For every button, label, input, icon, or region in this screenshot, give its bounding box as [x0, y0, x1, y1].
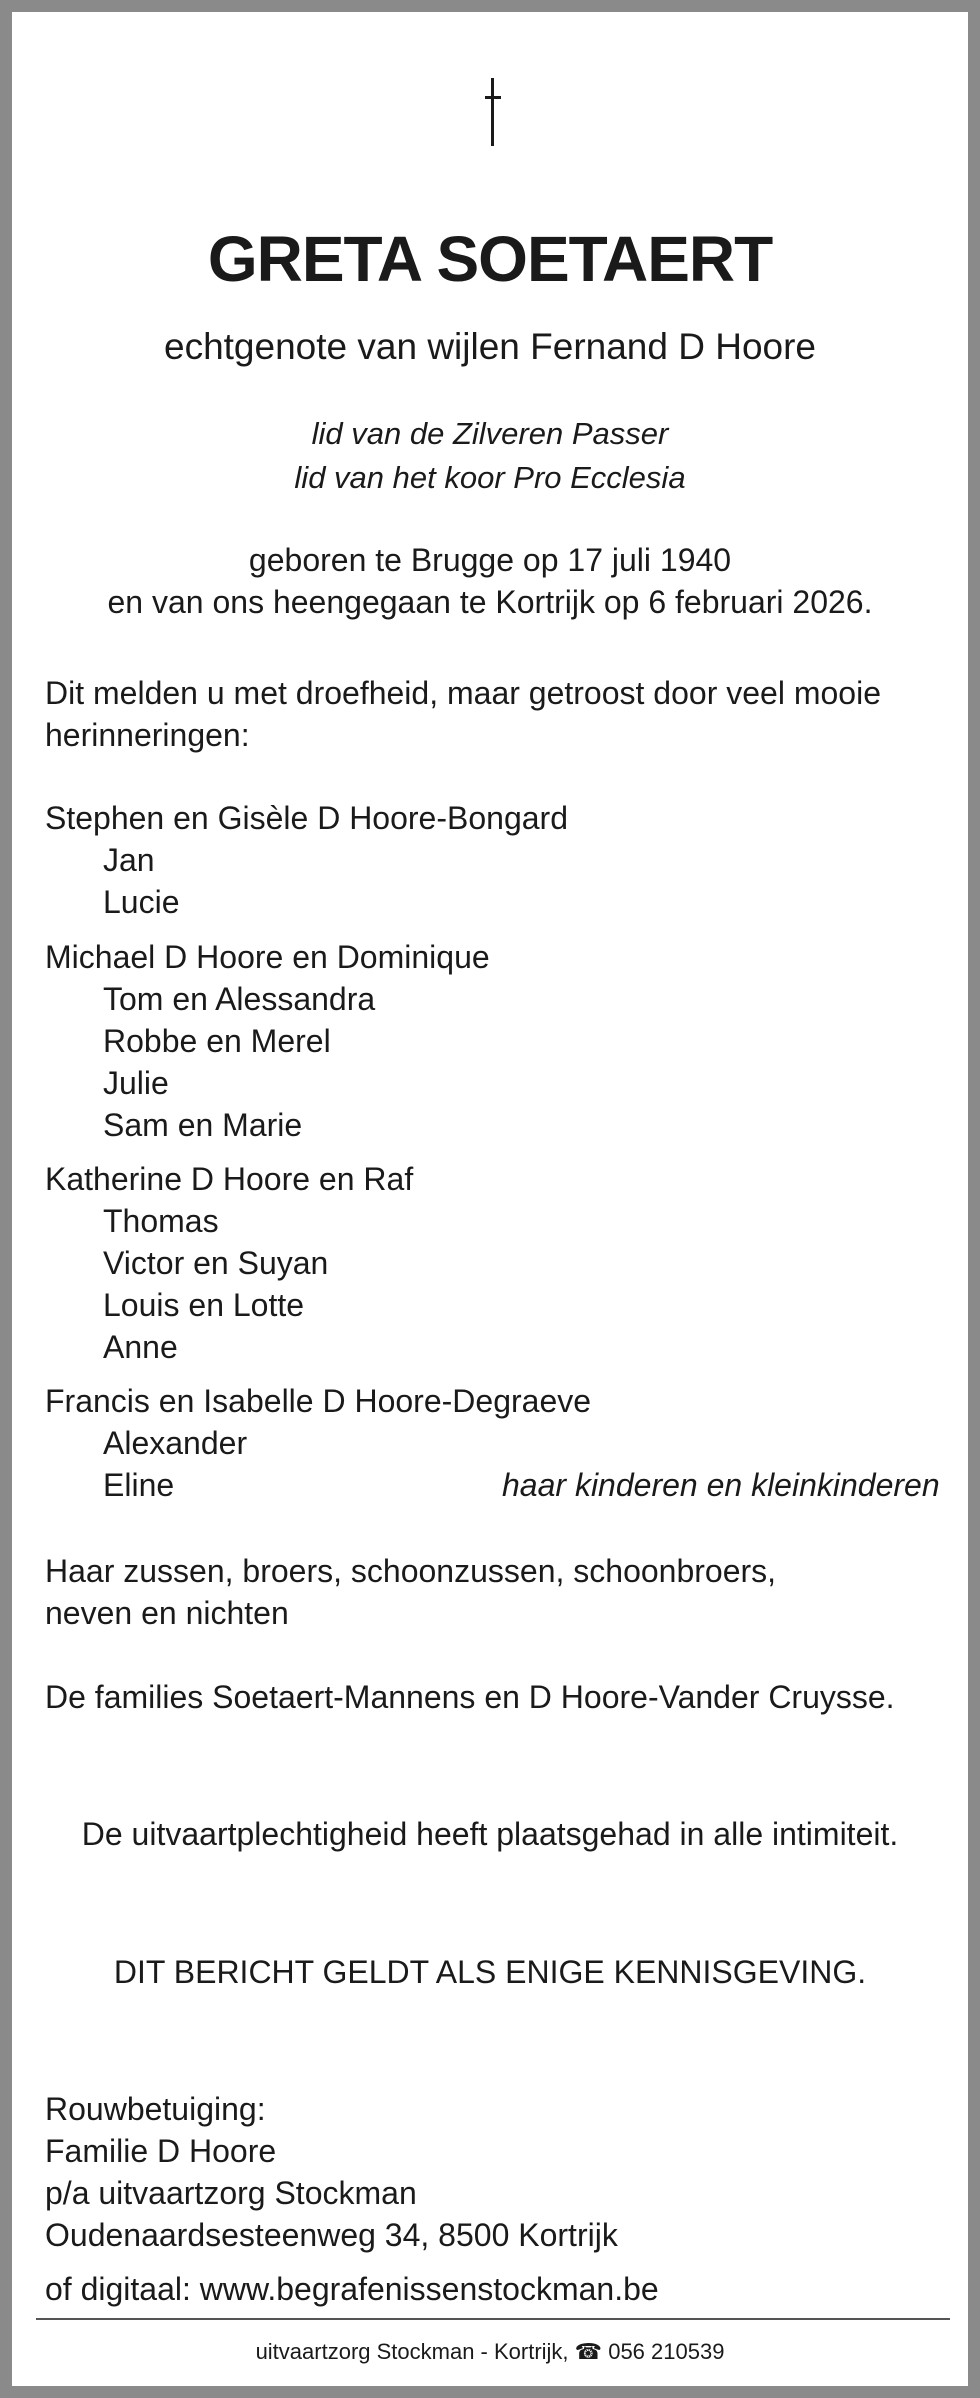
intro-line: Dit melden u met droefheid, maar getroost door veel mooie — [45, 675, 881, 711]
condolence-address: Oudenaardsesteenweg 34, 8500 Kortrijk — [45, 2217, 618, 2253]
condolence-heading: Rouwbetuiging: — [45, 2091, 266, 2127]
grandchild: Tom en Alessandra — [103, 981, 376, 1017]
grandchild: Sam en Marie — [103, 1107, 303, 1143]
grandchild: Victor en Suyan — [103, 1245, 329, 1281]
family-parents: Francis en Isabelle D Hoore-Degraeve — [45, 1383, 592, 1419]
grandchild: Louis en Lotte — [103, 1287, 305, 1323]
condolence-line: Familie D Hoore — [45, 2133, 277, 2169]
families-line: De families Soetaert-Mannens en D Hoore-Vander Cruysse. — [45, 1679, 895, 1715]
cross-icon — [485, 78, 501, 146]
phone-icon: ☎ — [574, 2339, 603, 2364]
membership-line: lid van de Zilveren Passer — [311, 416, 669, 451]
birth-line: geboren te Brugge op 17 juli 1940 — [248, 542, 732, 578]
grandchild: Anne — [103, 1329, 178, 1365]
family-parents: Michael D Hoore en Dominique — [45, 939, 490, 975]
notice-line: DIT BERICHT GELDT ALS ENIGE KENNISGEVING. — [113, 1954, 867, 1990]
footer-text: uitvaartzorg Stockman - Kortrijk, — [255, 2339, 569, 2364]
digital-line: of digitaal: www.begrafenissenstockman.be — [45, 2271, 659, 2307]
ceremony-line: De uitvaartplechtigheid heeft plaatsgehad in alle intimiteit. — [81, 1816, 899, 1852]
spouse-line: echtgenote van wijlen Fernand D Hoore — [164, 326, 816, 367]
death-line: en van ons heengegaan te Kortrijk op 6 februari 2026. — [107, 584, 873, 620]
obituary-card — [12, 12, 968, 2386]
family-parents: Stephen en Gisèle D Hoore-Bongard — [45, 800, 568, 836]
grandchild: Lucie — [103, 884, 180, 920]
family-parents: Katherine D Hoore en Raf — [45, 1161, 414, 1197]
deceased-name: GRETA SOETAERT — [207, 223, 773, 295]
intro-line: herinneringen: — [45, 717, 250, 753]
footer-divider — [36, 2318, 950, 2320]
grandchild: Robbe en Merel — [103, 1023, 331, 1059]
footer-phone: 056 210539 — [608, 2339, 725, 2364]
grandchild: Jan — [103, 842, 155, 878]
grandchild: Thomas — [103, 1203, 219, 1239]
footer — [12, 2339, 968, 2365]
relatives-line: neven en nichten — [45, 1595, 289, 1631]
membership-line: lid van het koor Pro Ecclesia — [294, 460, 686, 495]
relatives-line: Haar zussen, broers, schoonzussen, schoonbroers, — [45, 1553, 777, 1589]
grandchild: Julie — [103, 1065, 169, 1101]
kinderen-label: haar kinderen en kleinkinderen — [502, 1467, 940, 1503]
condolence-line: p/a uitvaartzorg Stockman — [45, 2175, 417, 2211]
grandchild: Alexander — [103, 1425, 248, 1461]
grandchild: Eline — [103, 1467, 175, 1503]
